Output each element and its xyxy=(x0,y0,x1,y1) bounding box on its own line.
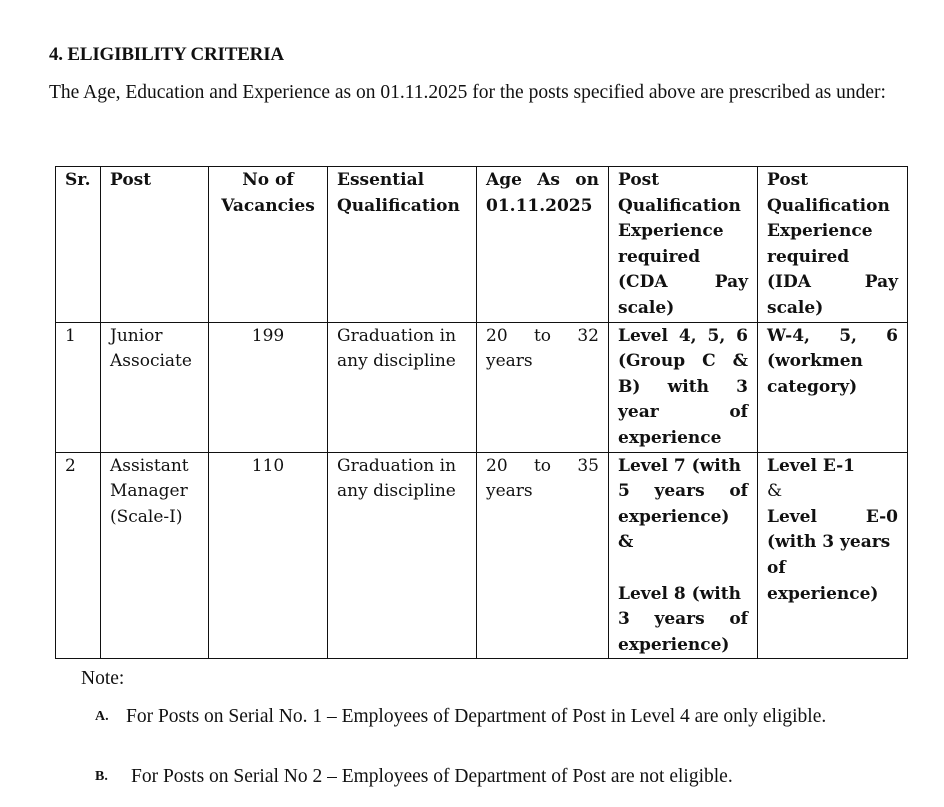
header-ida-line: Experience xyxy=(767,221,873,242)
cell-age xyxy=(477,452,609,659)
header-qualification xyxy=(328,167,477,323)
cell-age-line: years xyxy=(486,481,533,502)
header-ida-line: (IDA Pay xyxy=(767,272,898,293)
cell-cda-experience xyxy=(609,322,758,452)
cell-post-line: (Scale-I) xyxy=(110,506,183,527)
header-sr: Sr. xyxy=(56,167,101,323)
cell-age xyxy=(477,322,609,452)
cell-qualification xyxy=(328,452,477,659)
cell-post xyxy=(101,452,209,659)
header-vacancies-line: No of xyxy=(242,170,294,190)
header-ida-line: Post xyxy=(767,170,809,190)
cell-spacer xyxy=(618,556,748,582)
header-cda-line: (CDA Pay xyxy=(618,272,748,293)
table-header-row xyxy=(56,167,908,323)
note-item-b xyxy=(95,764,733,789)
note-marker: A. xyxy=(95,709,109,724)
cell-ida-line: Level E-1 xyxy=(767,455,855,476)
header-cda-line: Qualification xyxy=(618,195,741,216)
cell-ida-line: (with 3 years xyxy=(767,532,891,553)
header-cda-line: Post xyxy=(618,170,660,190)
cell-qualification-line: any discipline xyxy=(337,481,456,502)
cell-ida-line: W-4, 5, 6 xyxy=(767,325,898,346)
header-qualification-line: Qualification xyxy=(337,195,460,216)
cell-cda-line: & xyxy=(618,532,634,553)
header-age-line: 01.11.2025 xyxy=(486,195,593,216)
note-marker: B. xyxy=(95,769,108,784)
cell-cda-line: experience xyxy=(618,427,722,448)
cell-ida-line: & xyxy=(767,481,783,502)
cell-cda-line: Level 7 (with xyxy=(618,455,741,476)
cell-cda-line: year of xyxy=(618,402,748,423)
cell-cda-line: (Group C & xyxy=(618,351,748,372)
header-vacancies-line: Vacancies xyxy=(221,195,315,216)
cell-qualification-line: any discipline xyxy=(337,351,456,372)
cell-cda-experience xyxy=(609,452,758,659)
cell-age-line: years xyxy=(486,351,533,372)
cell-qualification-line: Graduation in xyxy=(337,325,457,346)
note-item-a xyxy=(95,704,866,729)
cell-cda-line: experience) xyxy=(618,634,730,655)
header-cda-line: Experience xyxy=(618,221,724,242)
cell-cda-line: experience) xyxy=(618,506,730,527)
cell-cda-line: Level 4, 5, 6 xyxy=(618,325,748,346)
cell-cda-line: B) with 3 xyxy=(618,376,748,397)
cell-post xyxy=(101,322,209,452)
cell-vacancies: 110 xyxy=(209,452,328,659)
header-cda-line: required xyxy=(618,246,701,267)
section-intro: The Age, Education and Experience as on 01.11.2025 for the posts specified above are prescribed as under: xyxy=(49,82,886,103)
cell-post-line: Junior xyxy=(110,325,163,346)
cell-cda-line: Level 8 (with xyxy=(618,583,741,604)
header-ida-line: Qualification xyxy=(767,195,890,216)
cell-ida-line: of xyxy=(767,557,786,578)
note-label: Note: xyxy=(81,668,125,689)
cell-cda-line: 5 years of xyxy=(618,481,748,502)
cell-sr: 2 xyxy=(56,452,101,659)
cell-post-line: Assistant xyxy=(110,455,189,476)
header-ida-line: scale) xyxy=(767,297,824,318)
note-text: For Posts on Serial No 2 – Employees of Department of Post are not eligible. xyxy=(131,766,733,787)
cell-post-line: Manager xyxy=(110,481,188,502)
eligibility-table xyxy=(55,166,908,659)
cell-ida-line: (workmen xyxy=(767,351,863,372)
header-age xyxy=(477,167,609,323)
cell-sr: 1 xyxy=(56,322,101,452)
section-heading: 4. ELIGIBILITY CRITERIA xyxy=(49,44,284,65)
header-qualification-line: Essential xyxy=(337,170,425,190)
cell-qualification xyxy=(328,322,477,452)
table-row xyxy=(56,322,908,452)
cell-cda-line: 3 years of xyxy=(618,609,748,630)
cell-post-line: Associate xyxy=(110,351,192,372)
cell-qualification-line: Graduation in xyxy=(337,455,457,476)
cell-age-line: 20 to 32 xyxy=(486,325,599,346)
cell-ida-experience xyxy=(758,322,908,452)
cell-ida-line: category) xyxy=(767,376,858,397)
header-ida-line: required xyxy=(767,246,850,267)
header-cda-line: scale) xyxy=(618,297,675,318)
header-post: Post xyxy=(101,167,209,323)
cell-ida-line: experience) xyxy=(767,583,879,604)
header-age-line: Age As on xyxy=(486,170,599,190)
cell-ida-line: Level E-0 xyxy=(767,506,898,527)
header-ida-experience xyxy=(758,167,908,323)
header-cda-experience xyxy=(609,167,758,323)
table-row xyxy=(56,452,908,659)
note-text: For Posts on Serial No. 1 – Employees of Department of Post in Level 4 are only eligible. xyxy=(126,706,827,727)
cell-vacancies: 199 xyxy=(209,322,328,452)
header-vacancies xyxy=(209,167,328,323)
cell-ida-experience xyxy=(758,452,908,659)
cell-age-line: 20 to 35 xyxy=(486,455,599,476)
